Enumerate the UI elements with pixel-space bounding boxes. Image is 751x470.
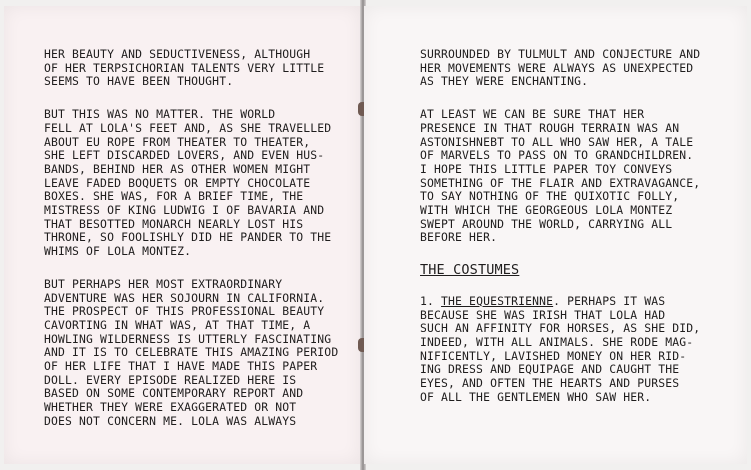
costume-paragraph	[420, 295, 729, 405]
left-paragraph-2: BUT THIS WAS NO MATTER. THE WORLD FELL AT LOLA'S FEET AND, AS SHE TRAVELLED ABOUT EU ROPE FROM THEATER TO THEATER, SHE LEFT DISCARDED LOVERS, AND EVEN HUS- BANDS, BEHIND HER AS OTHER WOMEN MIGHT LEAVE FADED BOQUETS OR EMPTY CHOCOLATE BOXES. SHE WAS, FOR A BRIEF TIME, THE MISTRESS OF KING LUDWIG I OF BAVARIA AND THAT BESOTTED MONARCH NEARLY LOST HIS THRONE, SO FOOLISHLY DID HE PANDER TO THE WHIMS OF LOLA MONTEZ.	[44, 107, 332, 259]
left-paragraph-1: HER BEAUTY AND SEDUCTIVENESS, ALTHOUGH OF HER TERPSICHORIAN TALENTS VERY LITTLE SEEMS TO HAVE BEEN THOUGHT.	[44, 47, 325, 89]
costume-description: . PERHAPS IT WAS BECAUSE SHE WAS IRISH THAT LOLA HAD SUCH AN AFFINITY FOR HORSES, AS SHE DID, INDEED, WITH ALL ANIMALS. SHE RODE MAG- NIFICENTLY, LAVISHED MONEY ON HER RID- ING DRESS AND EQUIPAGE AND CAUGHT THE EYES, AND OFTEN THE HEARTS AND PURSES OF ALL THE GENTLEMEN WHO SAW HER.	[420, 293, 701, 404]
left-paragraph-3: BUT PERHAPS HER MOST EXTRAORDINARY ADVENTURE WAS HER SOJOURN IN CALIFORNIA. THE PROSPECT OF THIS PROFESSIONAL BEAUTY CAVORTING IN WHAT WAS, AT THAT TIME, A HOWLING WILDERNESS IS UTTERLY FASCINATING AND IT IS TO CELEBRATE THIS AMAZING PERIOD OF HER LIFE THAT I HAVE MADE THIS PAPER DOLL. EVERY EPISODE REALIZED HERE IS BASED ON SOME CONTEMPORARY REPORT AND WHETHER THEY WERE EXAGGERATED OR NOT DOES NOT CONCERN ME. LOLA WAS ALWAYS	[44, 276, 339, 428]
costume-number: 1.	[420, 293, 435, 308]
left-page	[4, 6, 360, 464]
section-heading-costumes: THE COSTUMES	[420, 262, 520, 279]
right-paragraph-2: AT LEAST WE CAN BE SURE THAT HER PRESENCE IN THAT ROUGH TERRAIN WAS AN ASTONISHNEBT TO ALL WHO SAW HER, A TALE OF MARVELS TO PASS ON TO GRANDCHILDREN. I HOPE THIS LITTLE PAPER TOY CONVEYS SOMETHING OF THE FLAIR AND EXTRAVAGANCE, TO SAY NOTHING OF THE QUIXOTIC FOLLY, WITH WHICH THE GEORGEOUS LOLA MONTEZ SWEPT AROUND THE WORLD, CARRYING ALL BEFORE HER.	[420, 107, 701, 245]
right-page-text	[364, 6, 747, 464]
costume-name: THE EQUESTRIENNE	[441, 293, 554, 308]
right-page	[364, 6, 747, 464]
right-paragraph-1: SURROUNDED BY TULMULT AND CONJECTURE AND HER MOVEMENTS WERE ALWAYS AS UNEXPECTED AS THEY WERE ENCHANTING.	[420, 47, 701, 89]
left-page-text	[4, 6, 360, 464]
